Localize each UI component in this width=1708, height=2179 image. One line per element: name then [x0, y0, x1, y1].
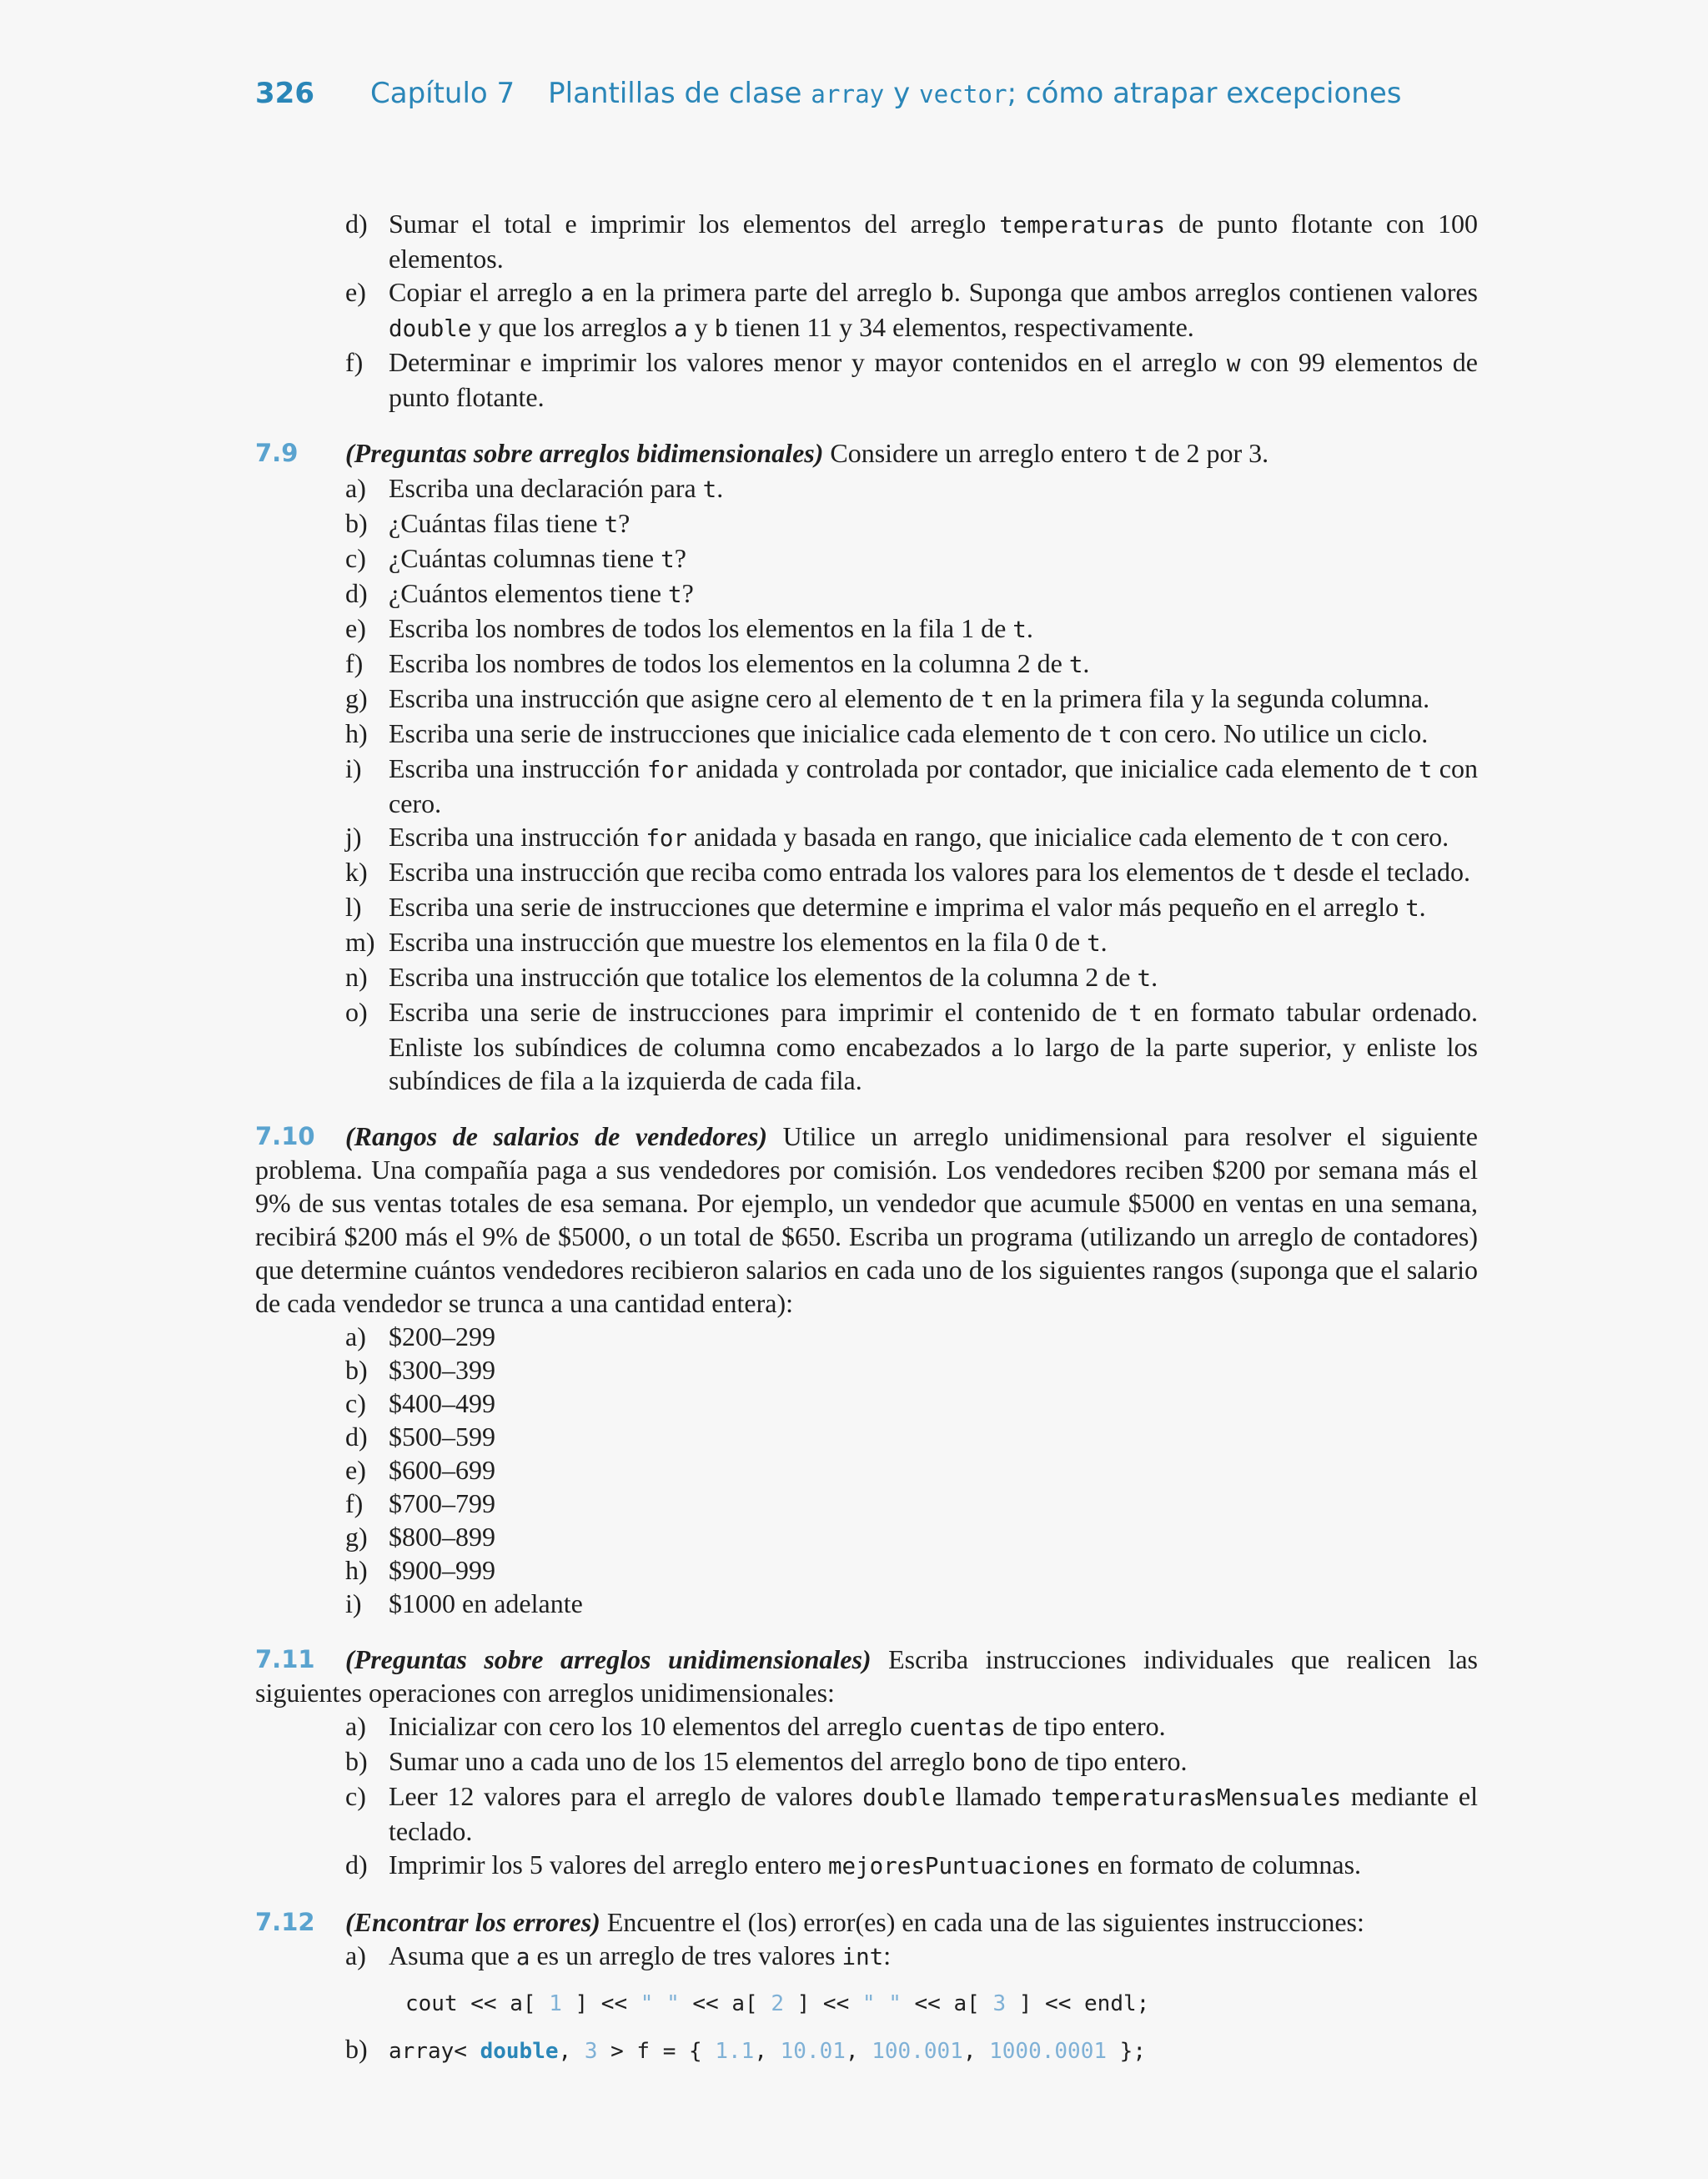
exercise-number: 7.9: [255, 439, 299, 467]
item-text: Escriba una serie de instrucciones para imprimir el contenido de t en formato tabular ordenado. Enliste los subíndices de columna como encabezados a lo largo de la parte superior, y enliste los subíndices de fila a la izquierda de cada fila.: [389, 997, 1479, 1095]
code-token: ,: [558, 2039, 585, 2064]
code-line-b: [389, 2039, 1146, 2064]
list-item: [255, 2032, 1478, 2068]
inline-code: cuentas: [908, 1714, 1006, 1741]
code-token: " ": [640, 1991, 680, 2016]
code-line-a: [255, 1987, 1478, 2020]
item-label: b): [345, 2034, 368, 2064]
list-item: [255, 1420, 1478, 1453]
inline-code: double: [389, 315, 472, 342]
item-label: h): [345, 1555, 368, 1585]
exercise-heading: (Preguntas sobre arreglos unidimensionales) Escriba instrucciones individuales que realicen las siguientes operaciones con arreglos unidimensionales:: [255, 1644, 1479, 1708]
code-token: ,: [845, 2039, 872, 2064]
exercise-7-9: [255, 436, 1478, 1097]
item-text: Imprimir los 5 valores del arreglo entero mejoresPuntuaciones en formato de columnas.: [389, 1849, 1362, 1880]
item-label: m): [345, 927, 375, 957]
list-item: [255, 506, 1478, 541]
code-token: 3: [992, 1991, 1007, 2016]
code-token: > f = {: [597, 2039, 716, 2064]
code-token: 1: [549, 1991, 562, 2016]
item-text: Asuma que a es un arreglo de tres valores int:: [389, 1940, 892, 1970]
list-item: [255, 471, 1478, 506]
code-token: double: [480, 2039, 559, 2064]
item-label: n): [345, 962, 368, 992]
exercise-number: 7.12: [255, 1908, 315, 1936]
inline-code: a: [674, 315, 688, 342]
item-text: Escriba los nombres de todos los elementos en la columna 2 de t.: [389, 648, 1090, 678]
code-token: ] <<: [783, 1991, 862, 2016]
inline-code: t: [1330, 825, 1344, 852]
inline-code: b: [940, 280, 954, 307]
list-item: [255, 345, 1478, 414]
code-token: ,: [754, 2039, 781, 2064]
inline-code: temperaturas: [999, 212, 1166, 239]
item-text: $400–499: [389, 1388, 495, 1418]
code-token: 2: [771, 1991, 784, 2016]
item-label: g): [345, 1522, 368, 1552]
list-item: [255, 855, 1478, 890]
exercise-items: [255, 1320, 1478, 1620]
item-text: Escriba una declaración para t.: [389, 473, 724, 503]
item-label: i): [345, 753, 362, 783]
page-header: [255, 77, 1401, 127]
exercise-number: 7.10: [255, 1122, 315, 1150]
item-text: $700–799: [389, 1488, 495, 1518]
list-item: [255, 576, 1478, 611]
exercise-7-10: [255, 1120, 1478, 1620]
exercise-title: (Preguntas sobre arreglos unidimensionales): [345, 1644, 872, 1674]
inline-code: t: [668, 581, 682, 608]
item-text: Escriba una serie de instrucciones que determine e imprima el valor más pequeño en el arreglo t.: [389, 892, 1426, 922]
exercise-number: 7.11: [255, 1645, 315, 1673]
item-label: e): [345, 277, 366, 307]
list-item: [255, 995, 1478, 1097]
item-label: o): [345, 997, 368, 1027]
item-label: c): [345, 1388, 366, 1418]
inline-code: double: [862, 1784, 946, 1811]
exercise-items: [255, 1709, 1478, 1883]
item-text: Sumar el total e imprimir los elementos del arreglo temperaturas de punto flotante con 100 elementos.: [389, 209, 1479, 274]
item-text: $800–899: [389, 1522, 495, 1552]
inline-code: t: [702, 476, 717, 503]
inline-code: for: [646, 825, 688, 852]
item-text: Escriba una instrucción que asigne cero al elemento de t en la primera fila y la segunda columna.: [389, 683, 1430, 713]
exercise-heading: (Encontrar los errores) Encuentre el (los) error(es) en cada una de las siguientes instrucciones:: [345, 1907, 1364, 1937]
code-token: << a[: [679, 1991, 771, 2016]
item-text: $900–999: [389, 1555, 495, 1585]
item-label: a): [345, 1321, 366, 1351]
item-label: l): [345, 892, 362, 922]
item-text: Leer 12 valores para el arreglo de valores double llamado temperaturasMensuales mediante el teclado.: [389, 1781, 1479, 1846]
list-item: [255, 890, 1478, 925]
item-label: e): [345, 1455, 366, 1485]
item-text: Copiar el arreglo a en la primera parte del arreglo b. Suponga que ambos arreglos contienen valores double y que los arreglos a y b tienen 11 y 34 elementos, respectivamente.: [389, 277, 1479, 342]
list-item: [255, 960, 1478, 995]
code-token: ] << endl;: [1006, 1991, 1150, 2016]
item-label: i): [345, 1588, 362, 1618]
exercise-items: [255, 471, 1478, 1097]
inline-code: t: [1137, 965, 1152, 992]
item-text: Escriba una instrucción que reciba como entrada los valores para los elementos de t desde el teclado.: [389, 857, 1470, 887]
list-item: [255, 647, 1478, 682]
code-token: " ": [862, 1991, 902, 2016]
list-item: [255, 1453, 1478, 1487]
item-label: b): [345, 1746, 368, 1776]
item-label: d): [345, 209, 368, 239]
inline-code: t: [661, 546, 675, 573]
list-item: [255, 820, 1478, 855]
chapter-label: Capítulo 7: [370, 77, 515, 110]
item-label: a): [345, 473, 366, 503]
item-text: Inicializar con cero los 10 elementos del arreglo cuentas de tipo entero.: [389, 1711, 1166, 1741]
item-text: Escriba una serie de instrucciones que inicialice cada elemento de t con cero. No utilice un ciclo.: [389, 718, 1429, 748]
code-token: cout << a[: [405, 1991, 550, 2016]
inline-code: a: [580, 280, 595, 307]
item-text: ¿Cuántas columnas tiene t?: [389, 543, 686, 573]
item-label: d): [345, 578, 368, 608]
code-token: 3: [584, 2039, 598, 2064]
item-label: j): [345, 822, 362, 852]
list-item: [255, 611, 1478, 647]
list-item: [255, 752, 1478, 820]
code-token: ,: [962, 2039, 990, 2064]
code-token: ] <<: [561, 1991, 640, 2016]
inline-code: mejoresPuntuaciones: [827, 1853, 1091, 1880]
item-text: Escriba los nombres de todos los elementos en la fila 1 de t.: [389, 613, 1033, 643]
item-label: d): [345, 1422, 368, 1452]
item-label: f): [345, 1488, 364, 1518]
chapter-title: Plantillas de clase array y vector; cómo atrapar excepciones: [548, 77, 1402, 110]
item-label: h): [345, 718, 368, 748]
code-token: 100.001: [872, 2039, 963, 2064]
inline-code: int: [841, 1944, 884, 1970]
list-item: [255, 1587, 1478, 1620]
code-token: 1.1: [715, 2039, 755, 2064]
inline-code: b: [714, 315, 729, 342]
list-item: [255, 541, 1478, 576]
list-item: [255, 682, 1478, 717]
page-number: 326: [255, 77, 314, 110]
item-label: b): [345, 1355, 368, 1385]
item-text: Determinar e imprimir los valores menor y mayor contenidos en el arreglo w con 99 elementos de punto flotante.: [389, 347, 1478, 412]
item-label: c): [345, 543, 366, 573]
inline-code: t: [1068, 652, 1083, 678]
code-token: 10.01: [780, 2039, 846, 2064]
inline-code: t: [604, 511, 619, 538]
code-token: 1000.0001: [989, 2039, 1108, 2064]
item-text: ¿Cuántos elementos tiene t?: [389, 578, 694, 608]
list-item: [255, 275, 1478, 345]
list-item: [255, 207, 1478, 275]
continued-items: [255, 207, 1478, 414]
item-text: $200–299: [389, 1321, 495, 1351]
item-label: f): [345, 648, 364, 678]
inline-code: temperaturasMensuales: [1051, 1784, 1342, 1811]
item-text: Escriba una instrucción que totalice los elementos de la columna 2 de t.: [389, 962, 1158, 992]
item-text: Sumar uno a cada uno de los 15 elementos del arreglo bono de tipo entero.: [389, 1746, 1188, 1776]
item-text: Escriba una instrucción que muestre los elementos en la fila 0 de t.: [389, 927, 1108, 957]
list-item: [255, 1744, 1478, 1779]
item-label: c): [345, 1781, 366, 1811]
inline-code: t: [1273, 860, 1287, 887]
item-label: g): [345, 683, 368, 713]
page-body: [255, 207, 1478, 2068]
exercise-7-12: [255, 1905, 1478, 2068]
code-token: };: [1107, 2039, 1146, 2064]
list-item: [255, 1553, 1478, 1587]
item-label: a): [345, 1940, 366, 1970]
item-text: $500–599: [389, 1422, 495, 1452]
list-item: [255, 1939, 1478, 1974]
list-item: [255, 717, 1478, 752]
inline-code: t: [1418, 757, 1433, 783]
list-item: [255, 1386, 1478, 1420]
inline-code: w: [1226, 350, 1241, 377]
list-item: [255, 1520, 1478, 1553]
exercise-heading: (Rangos de salarios de vendedores) Utilice un arreglo unidimensional para resolver el siguiente problema. Una compañía paga a sus vendedores por comisión. Los vendedores reciben $200 por semana más el 9% de sus ventas totales de esa semana. Por ejemplo, un vendedor que acumule $5000 en ventas en una semana, recibirá $200 más el 9% de $5000, o un total de $650. Escriba un programa (utilizando un arreglo de contadores) que determine cuántos vendedores recibieron salarios en cada uno de los siguientes rangos (suponga que el salario de cada vendedor se trunca a una cantidad entera):: [255, 1121, 1478, 1318]
inline-code: t: [980, 687, 995, 713]
exercise-7-11: [255, 1643, 1478, 1883]
code-token: << a[: [901, 1991, 993, 2016]
inline-code: t: [1128, 1000, 1143, 1027]
inline-code: t: [1405, 895, 1419, 922]
list-item: [255, 1709, 1478, 1744]
list-item: [255, 1779, 1478, 1848]
inline-code: a: [515, 1944, 530, 1970]
code-token: array<: [389, 2039, 480, 2064]
item-text: $1000 en adelante: [389, 1588, 583, 1618]
item-text: $300–399: [389, 1355, 495, 1385]
inline-code: t: [1087, 930, 1101, 957]
inline-code: t: [1098, 722, 1113, 748]
item-label: a): [345, 1711, 366, 1741]
list-item: [255, 1848, 1478, 1883]
inline-code: for: [646, 757, 689, 783]
item-label: d): [345, 1849, 368, 1880]
list-item: [255, 1353, 1478, 1386]
list-item: [255, 925, 1478, 960]
item-label: k): [345, 857, 368, 887]
exercise-heading: (Preguntas sobre arreglos bidimensionales) Considere un arreglo entero t de 2 por 3.: [345, 438, 1269, 468]
item-text: Escriba una instrucción for anidada y controlada por contador, que inicialice cada elemento de t con cero.: [389, 753, 1478, 818]
item-label: f): [345, 347, 364, 377]
list-item: [255, 1487, 1478, 1520]
item-label: e): [345, 613, 366, 643]
inline-code: t: [1012, 616, 1027, 643]
inline-code: bono: [972, 1749, 1027, 1776]
exercise-title: (Preguntas sobre arreglos bidimensionales): [345, 438, 824, 468]
exercise-title: (Rangos de salarios de vendedores): [345, 1121, 768, 1151]
item-text: $600–699: [389, 1455, 495, 1485]
list-item: [255, 1320, 1478, 1353]
item-text: ¿Cuántas filas tiene t?: [389, 508, 630, 538]
inline-code: t: [1133, 441, 1148, 468]
item-label: b): [345, 508, 368, 538]
item-text: Escriba una instrucción for anidada y basada en rango, que inicialice cada elemento de t con cero.: [389, 822, 1449, 852]
exercise-title: (Encontrar los errores): [345, 1907, 600, 1937]
